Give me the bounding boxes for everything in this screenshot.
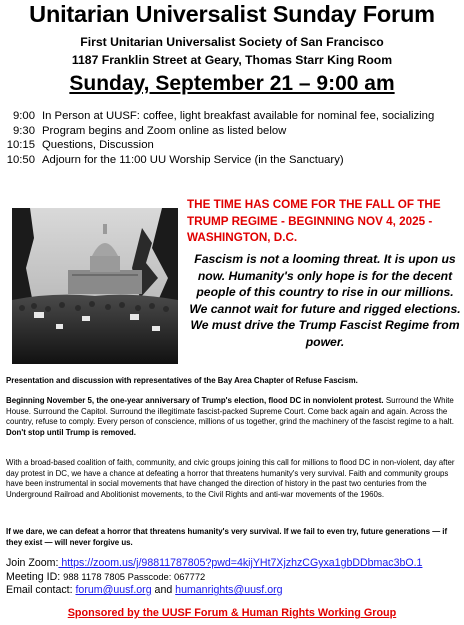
call-paragraph — [6, 396, 460, 438]
headline: THE TIME HAS COME FOR THE FALL OF THE TRUMP REGIME - BEGINNING NOV 4, 2025 - WASHINGTON, D.C. — [187, 198, 441, 244]
address: 1187 Franklin Street at Geary, Thomas Starr King Room — [71, 53, 393, 67]
coalition-paragraph: With a broad-based coalition of faith, community, and civic groups joining this call for millions to flood DC in non-violent, day after day protest in DC, we have a chance at defeating a horror that threatens humanity's very survival. Faith and community groups have been instrumental in social movements that have changed the direction of history in the past two centuries from the Underground Railroad and Abolitionist movements, to the Civil Rights and anti-war movements of the 1960s. — [6, 458, 455, 499]
call-text: Surround the White House. Surround the Capitol. Surround the illegitimate fascist-packed Supreme Court. Come back again and again. Across the country, refuse to comply. Every person of conscience, millions of us together, grind the machinery of the fascist regime to a halt. — [6, 396, 454, 427]
schedule-desc: Program begins and Zoom online as listed below — [42, 124, 287, 137]
intro-paragraph: Presentation and discussion with representatives of the Bay Area Chapter of Refuse Fascism. — [6, 376, 358, 385]
zoom-label: Join Zoom: — [6, 557, 59, 569]
event-date: Sunday, September 21 – 9:00 am — [69, 72, 395, 95]
meeting-label: Meeting ID: — [6, 571, 64, 583]
schedule-desc: Adjourn for the 11:00 UU Worship Service (in the Sanctuary) — [42, 153, 344, 166]
statement: Fascism is not a looming threat. It is upon us now. Humanity's only hope is for the decent people of this country to rise in our millions. We cannot wait for future and rigged elections. We must drive the Trump Fascist Regime from power. — [189, 252, 461, 349]
schedule-time: 10:15 — [6, 139, 35, 152]
schedule-row — [6, 138, 462, 153]
call-end: Don't stop until Trump is removed. — [6, 427, 136, 437]
zoom-info — [6, 557, 462, 571]
page-title: Unitarian Universalist Sunday Forum — [29, 1, 435, 27]
zoom-link[interactable]: https://zoom.us/j/98811787805?pwd=4kijYHt7XjzhzCGyxa1gbDDbmac3bO.1 — [58, 557, 423, 569]
closing-paragraph: If we dare, we can defeat a horror that threatens humanity's very survival. If we fail to even try, future generations — if they exist — will never forgive us. — [6, 527, 448, 547]
call-lead: Beginning November 5, the one-year anniversary of Trump's election, flood DC in nonviolent protest. — [6, 396, 384, 405]
schedule-row — [6, 124, 462, 139]
schedule-time: 10:50 — [6, 153, 35, 166]
schedule-desc: In Person at UUSF: coffee, light breakfast available for nominal fee, socializing — [42, 110, 435, 122]
schedule-row — [6, 109, 462, 124]
schedule-desc: Questions, Discussion — [42, 139, 154, 152]
schedule — [6, 109, 462, 167]
meeting-id: 988 1178 7805 Passcode: 067772 — [63, 571, 206, 582]
sponsor-line: Sponsored by the UUSF Forum & Human Rights Working Group — [67, 607, 397, 619]
schedule-time: 9:30 — [13, 124, 35, 137]
email-link-humanrights[interactable]: humanrights@uusf.org — [175, 584, 283, 596]
schedule-row — [6, 153, 462, 168]
protest-photo — [12, 208, 178, 364]
email-label: Email contact: — [6, 584, 76, 596]
meeting-info — [6, 571, 205, 583]
organization-name: First Unitarian Universalist Society of San Francisco — [80, 35, 384, 49]
email-and: and — [151, 584, 176, 596]
email-link-forum[interactable]: forum@uusf.org — [75, 584, 152, 596]
email-contact — [6, 584, 283, 596]
schedule-time: 9:00 — [13, 110, 35, 122]
